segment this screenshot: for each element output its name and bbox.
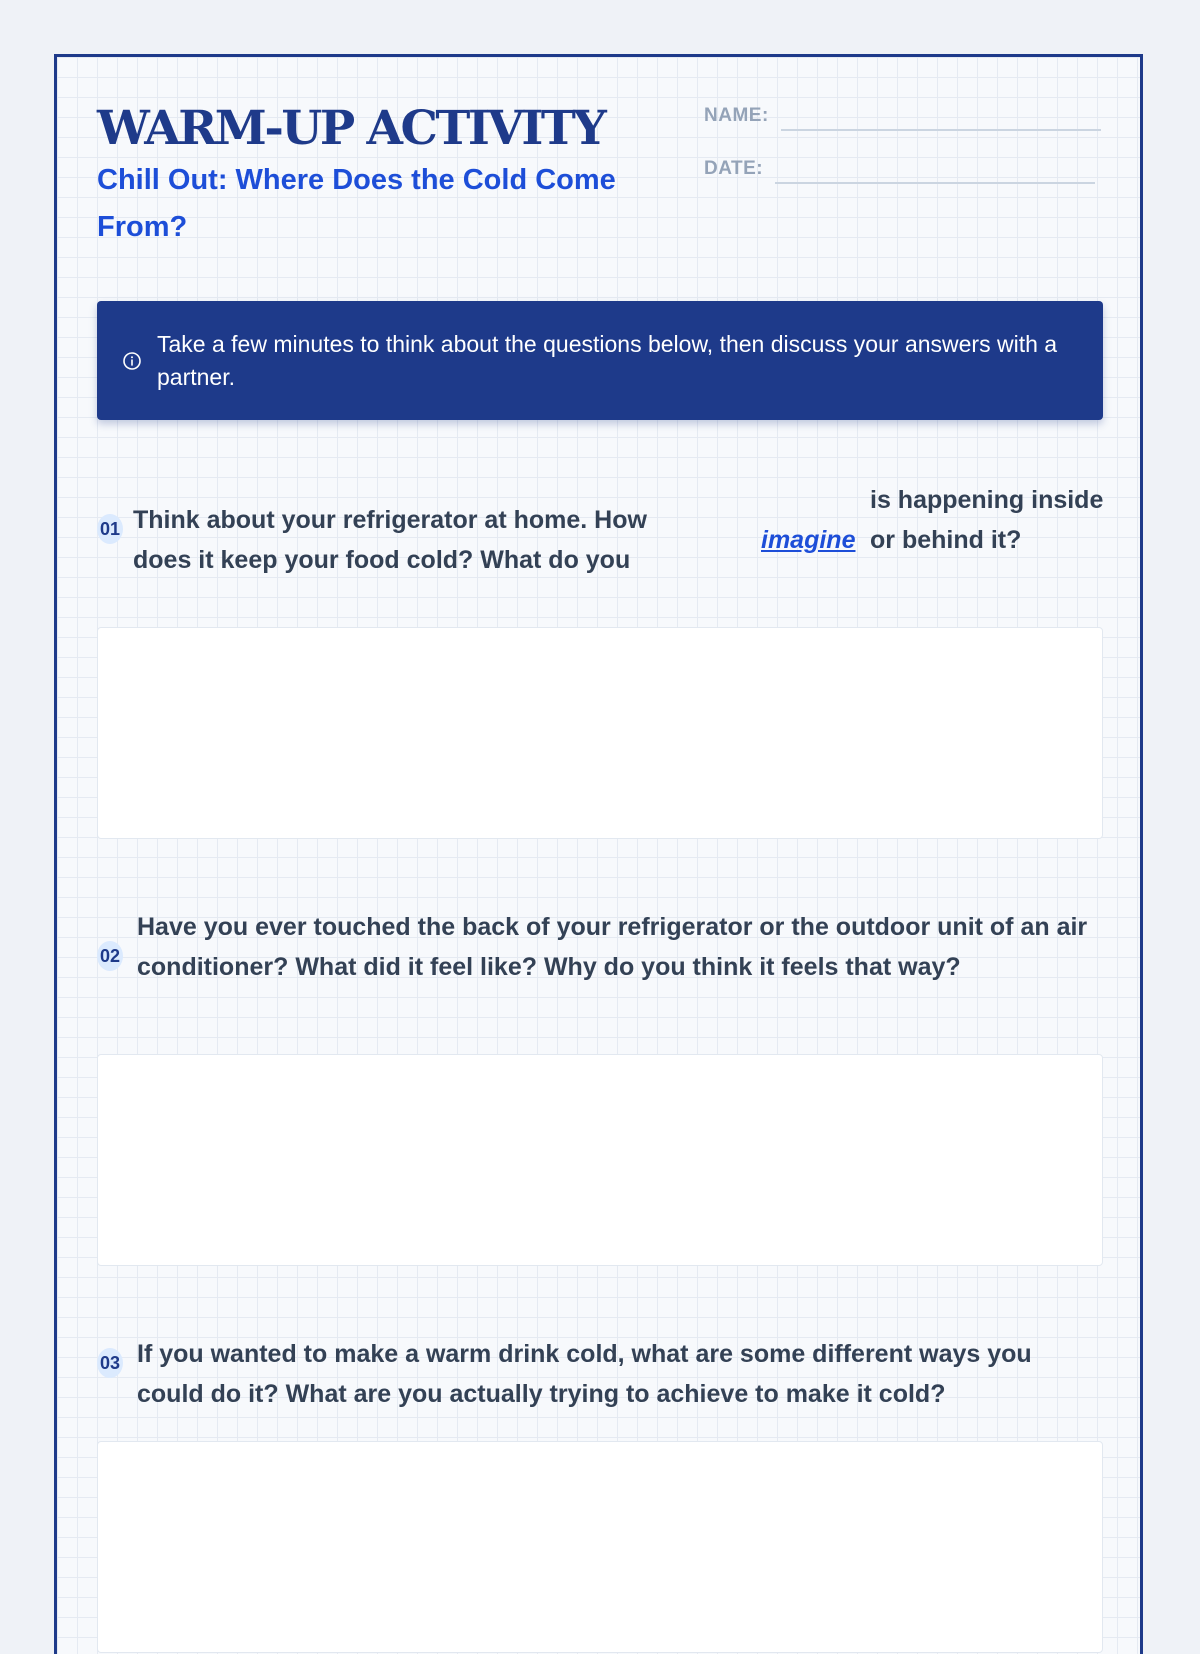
name-field <box>704 105 1101 127</box>
date-label: DATE: <box>704 158 764 179</box>
answer-box-1[interactable] <box>97 627 1103 839</box>
page-title: WARM-UP ACTIVITY <box>97 101 605 156</box>
answer-box-3[interactable] <box>97 1441 1103 1653</box>
page-subtitle: Chill Out: Where Does the Cold Come From? <box>97 164 616 243</box>
instructions-banner <box>97 301 1103 420</box>
answer-box-2[interactable] <box>97 1054 1103 1266</box>
date-line[interactable] <box>775 182 1095 184</box>
question-1-text-continued: is happening inside or behind it? <box>870 486 1104 554</box>
name-label: NAME: <box>704 105 769 126</box>
question-3-text: If you wanted to make a warm drink cold, what are some different ways you could do it? What are you actually trying to achieve to make it cold? <box>137 1340 1032 1408</box>
worksheet <box>54 54 1143 1654</box>
info-icon <box>123 352 141 370</box>
question-1-text: Think about your refrigerator at home. How does it keep your food cold? What do you <box>133 506 647 574</box>
name-line[interactable] <box>781 129 1101 131</box>
instructions-text: Take a few minutes to think about the questions below, then discuss your answers with a partner. <box>157 330 1058 390</box>
question-1-emphasis: imagine <box>761 526 856 554</box>
question-number-3: 03 <box>97 1348 123 1378</box>
question-number-2: 02 <box>97 941 123 971</box>
question-2-text: Have you ever touched the back of your refrigerator or the outdoor unit of an air conditioner? What did it feel like? Why do you think it feels that way? <box>137 913 1088 981</box>
question-number-1: 01 <box>97 514 123 544</box>
date-field <box>704 158 1095 180</box>
